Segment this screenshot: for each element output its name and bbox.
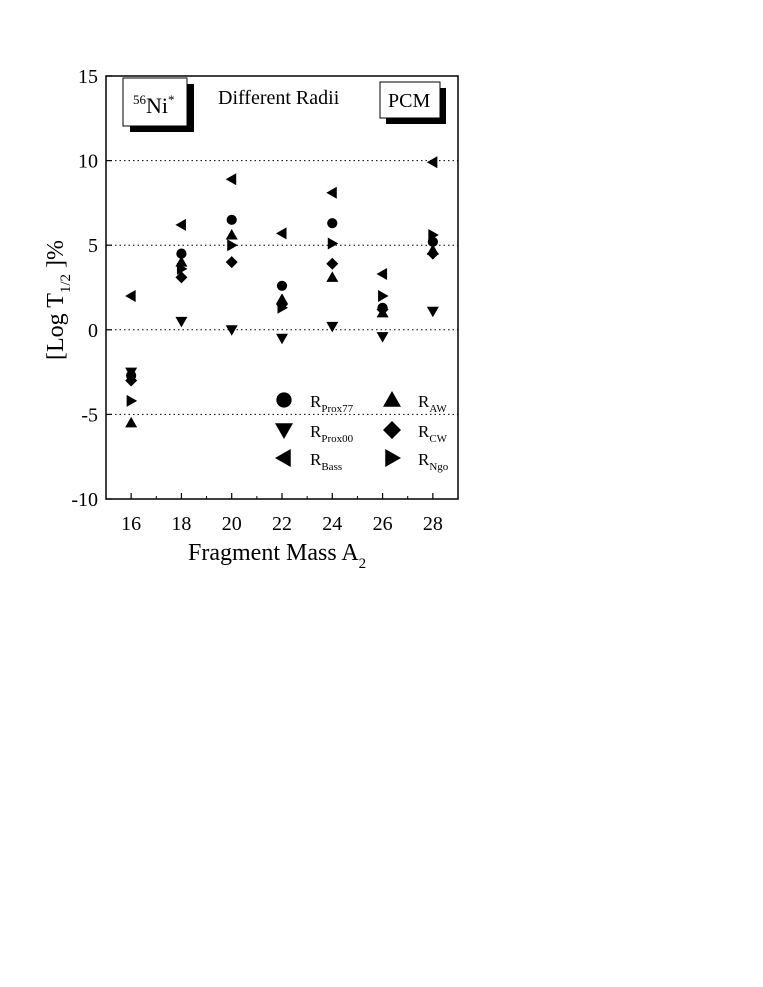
x-axis-label-sub: 2	[358, 556, 367, 572]
y-tick-label: 5	[88, 235, 98, 258]
legend-label-ngo: $R_{Ngo}$	[418, 450, 449, 473]
legend-item-prox00	[275, 422, 354, 445]
nucleus-label-sup: 56	[133, 92, 146, 107]
data-point-cw	[326, 258, 338, 270]
x-tick-label: 22	[272, 513, 292, 535]
y-tick-label: 10	[78, 150, 98, 173]
series-ngo	[127, 229, 439, 407]
y-tick-label: -5	[81, 404, 98, 427]
x-tick-label: 16	[121, 513, 142, 535]
data-point-prox00	[226, 325, 238, 336]
y-axis-label-pre: [Log T	[43, 293, 69, 360]
y-axis-label-sub: 1/2	[58, 273, 74, 294]
y-tick-label: 15	[78, 66, 98, 88]
series-prox00	[125, 307, 439, 378]
model-label: PCM	[388, 90, 431, 112]
data-point-ngo	[378, 290, 389, 302]
legend-item-aw	[383, 391, 447, 415]
data-point-prox77	[327, 218, 337, 228]
legend-marker-prox00	[275, 423, 293, 439]
x-tick-label: 26	[372, 513, 393, 535]
axis-ticks	[71, 66, 458, 535]
data-point-bass	[427, 156, 438, 168]
data-point-bass	[377, 268, 388, 280]
data-point-prox00	[427, 307, 439, 318]
y-tick-label: -10	[71, 489, 98, 511]
y-axis-label-post: ]%	[43, 239, 69, 274]
legend-marker-aw	[383, 391, 401, 407]
x-tick-label: 24	[322, 513, 343, 535]
x-axis-label	[188, 540, 366, 572]
x-tick-label: 18	[171, 513, 192, 535]
legend-item-bass	[275, 449, 342, 473]
model-label-box	[380, 82, 446, 124]
data-point-aw	[226, 229, 238, 240]
x-tick-label: 20	[221, 513, 242, 535]
data-point-bass	[326, 187, 337, 199]
nucleus-label-base: Ni	[146, 93, 168, 118]
data-point-bass	[125, 290, 135, 302]
legend-marker-ngo	[385, 449, 401, 467]
series-cw	[125, 248, 439, 387]
data-point-prox00	[377, 332, 389, 343]
x-axis-label-main: Fragment Mass A	[188, 540, 359, 566]
legend-label-prox00: $R_{Prox00}$	[310, 422, 354, 445]
x-tick-label: 28	[422, 513, 443, 535]
data-point-prox00	[276, 334, 288, 345]
y-tick-label: 0	[88, 319, 98, 342]
data-point-prox77	[227, 215, 237, 225]
data-point-bass	[276, 227, 287, 239]
data-point-prox00	[326, 322, 338, 333]
legend-label-bass: $R_{Bass}$	[310, 450, 343, 473]
series-bass	[125, 156, 437, 302]
data-point-ngo	[328, 238, 339, 250]
legend-marker-prox77	[276, 392, 291, 407]
data-series	[125, 156, 439, 427]
data-point-ngo	[127, 395, 137, 407]
data-point-prox00	[175, 317, 187, 328]
legend-label-aw: $R_{AW}$	[418, 392, 447, 415]
nucleus-label-star: *	[168, 92, 175, 107]
legend-label-cw: $R_{CW}$	[418, 422, 448, 445]
data-point-ngo	[227, 239, 238, 251]
data-point-cw	[427, 248, 439, 260]
data-point-prox77	[277, 281, 287, 291]
data-point-bass	[226, 173, 237, 185]
y-axis-label	[43, 240, 74, 360]
legend-item-prox77	[276, 392, 353, 415]
legend-marker-cw	[383, 421, 401, 439]
legend-label-prox77: $R_{Prox77}$	[310, 392, 354, 415]
data-point-cw	[226, 256, 238, 268]
legend-marker-bass	[275, 449, 291, 467]
chart-title: Different Radii	[218, 87, 340, 109]
data-point-bass	[175, 219, 186, 231]
data-point-aw	[125, 417, 137, 428]
legend-item-ngo	[385, 449, 449, 473]
legend	[275, 391, 449, 473]
data-point-aw	[326, 271, 338, 282]
nucleus-label-box	[123, 78, 194, 132]
legend-item-cw	[383, 421, 448, 445]
